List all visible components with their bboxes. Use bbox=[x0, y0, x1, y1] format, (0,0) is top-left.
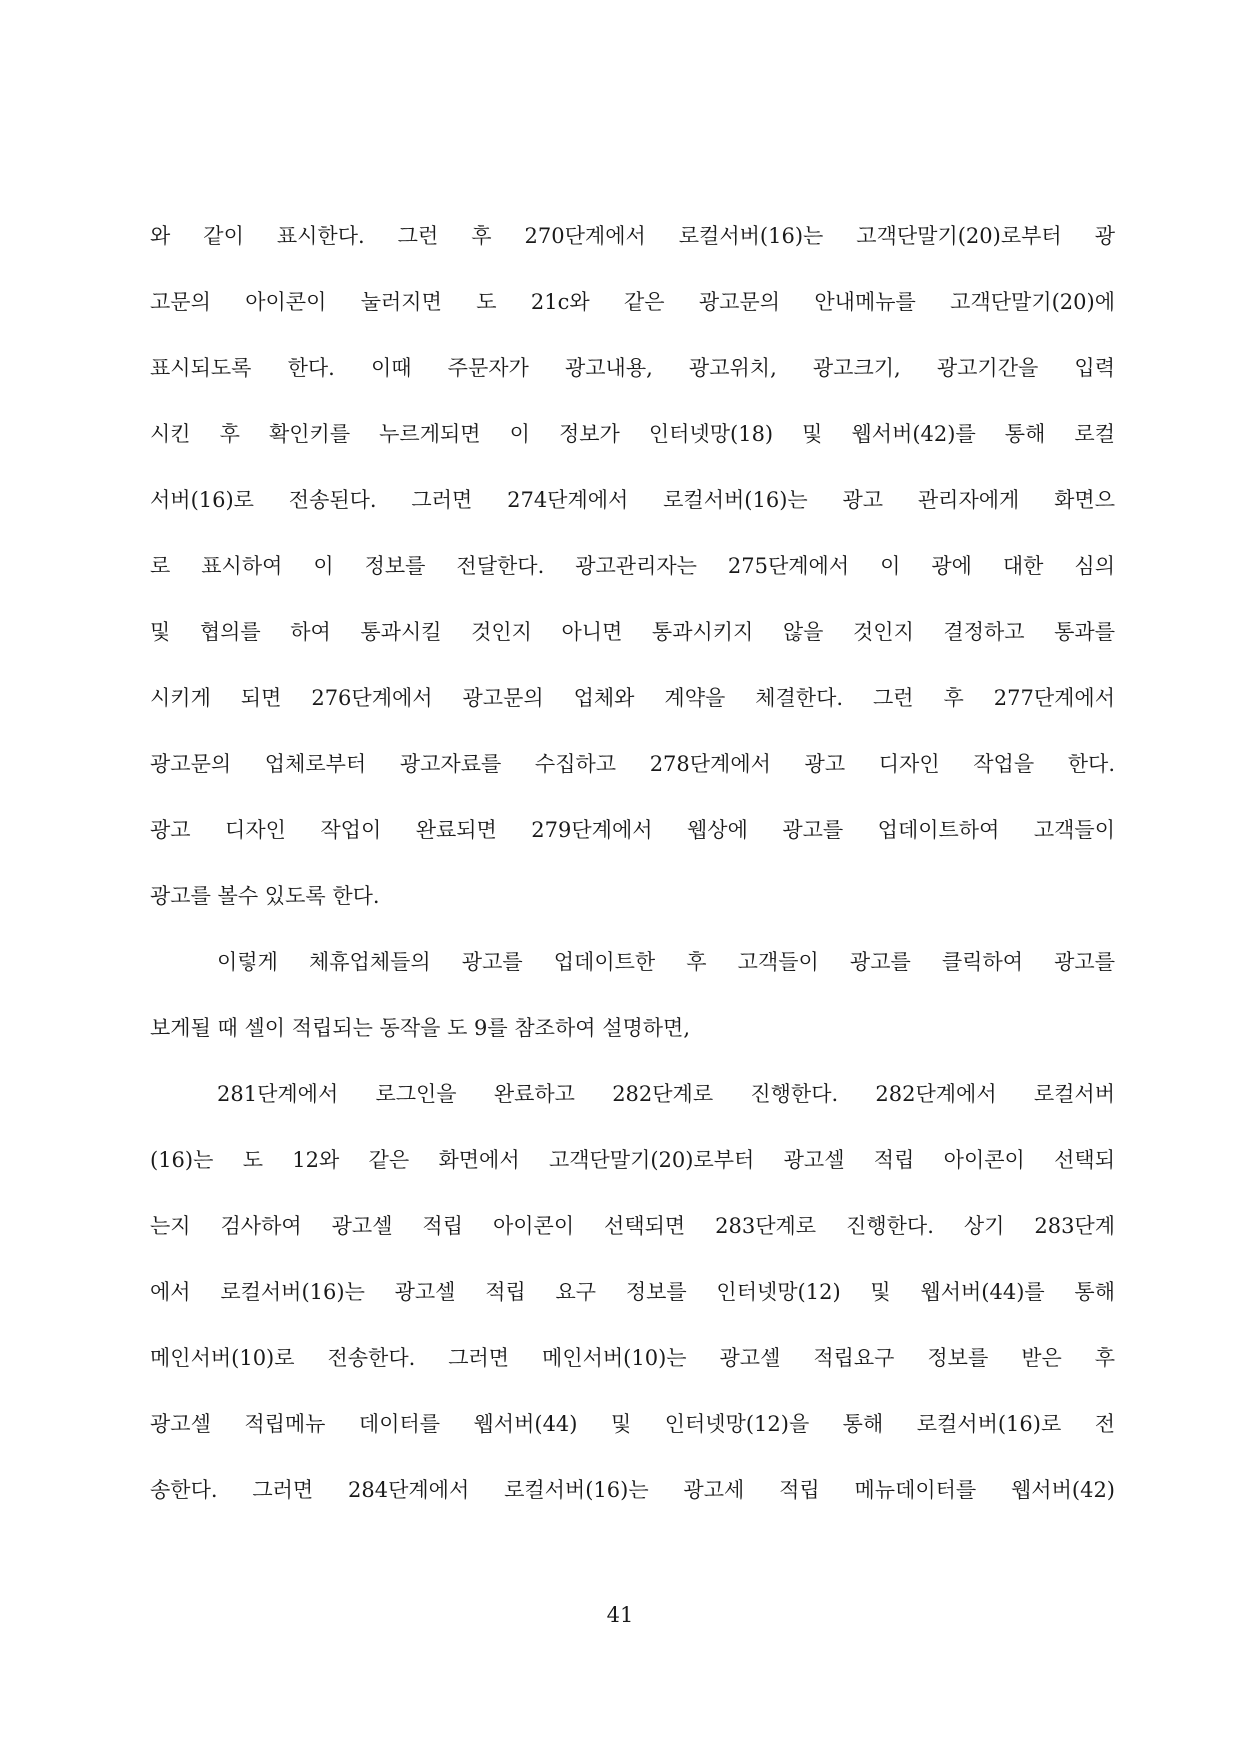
body-text bbox=[150, 226, 1115, 1546]
text-line: 에서 로컬서버(16)는 광고셀 적립 요구 정보를 인터넷망(12) 및 웹서버(44)를 통해 bbox=[150, 1280, 1115, 1304]
text-line: 및 협의를 하여 통과시킬 것인지 아니면 통과시키지 않을 것인지 결정하고 통과를 bbox=[150, 620, 1115, 644]
text-line: 광고 디자인 작업이 완료되면 279단계에서 웹상에 광고를 업데이트하여 고객들이 bbox=[150, 818, 1115, 842]
text-line: 서버(16)로 전송된다. 그러면 274단계에서 로컬서버(16)는 광고 관리자에게 화면으 bbox=[150, 488, 1115, 512]
text-line: 281단계에서 로그인을 완료하고 282단계로 진행한다. 282단계에서 로컬서버 bbox=[217, 1082, 1115, 1106]
text-line: (16)는 도 12와 같은 화면에서 고객단말기(20)로부터 광고셀 적립 아이콘이 선택되 bbox=[150, 1148, 1115, 1172]
page-number: 41 bbox=[606, 1603, 634, 1627]
text-line: 이렇게 체휴업체들의 광고를 업데이트한 후 고객들이 광고를 클릭하여 광고를 bbox=[217, 950, 1115, 974]
text-line: 고문의 아이콘이 눌러지면 도 21c와 같은 광고문의 안내메뉴를 고객단말기(20)에 bbox=[150, 290, 1115, 314]
text-line: 는지 검사하여 광고셀 적립 아이콘이 선택되면 283단계로 진행한다. 상기 283단계 bbox=[150, 1214, 1115, 1238]
text-line: 와 같이 표시한다. 그런 후 270단계에서 로컬서버(16)는 고객단말기(20)로부터 광 bbox=[150, 224, 1115, 248]
text-line: 메인서버(10)로 전송한다. 그러면 메인서버(10)는 광고셀 적립요구 정보를 받은 후 bbox=[150, 1346, 1115, 1370]
text-line: 로 표시하여 이 정보를 전달한다. 광고관리자는 275단계에서 이 광에 대한 심의 bbox=[150, 554, 1115, 578]
text-line: 광고문의 업체로부터 광고자료를 수집하고 278단계에서 광고 디자인 작업을 한다. bbox=[150, 752, 1115, 776]
text-line: 송한다. 그러면 284단계에서 로컬서버(16)는 광고세 적립 메뉴데이터를 웹서버(42) bbox=[150, 1478, 1115, 1502]
text-line: 광고셀 적립메뉴 데이터를 웹서버(44) 및 인터넷망(12)을 통해 로컬서버(16)로 전 bbox=[150, 1412, 1115, 1436]
text-line: 보게될 때 셀이 적립되는 동작을 도 9를 참조하여 설명하면, bbox=[150, 1016, 691, 1040]
text-line: 표시되도록 한다. 이때 주문자가 광고내용, 광고위치, 광고크기, 광고기간을 입력 bbox=[150, 356, 1115, 380]
text-line: 광고를 볼수 있도록 한다. bbox=[150, 884, 380, 908]
text-line: 시킨 후 확인키를 누르게되면 이 정보가 인터넷망(18) 및 웹서버(42)를 통해 로컬 bbox=[150, 422, 1115, 446]
text-line: 시키게 되면 276단계에서 광고문의 업체와 계약을 체결한다. 그런 후 277단계에서 bbox=[150, 686, 1115, 710]
